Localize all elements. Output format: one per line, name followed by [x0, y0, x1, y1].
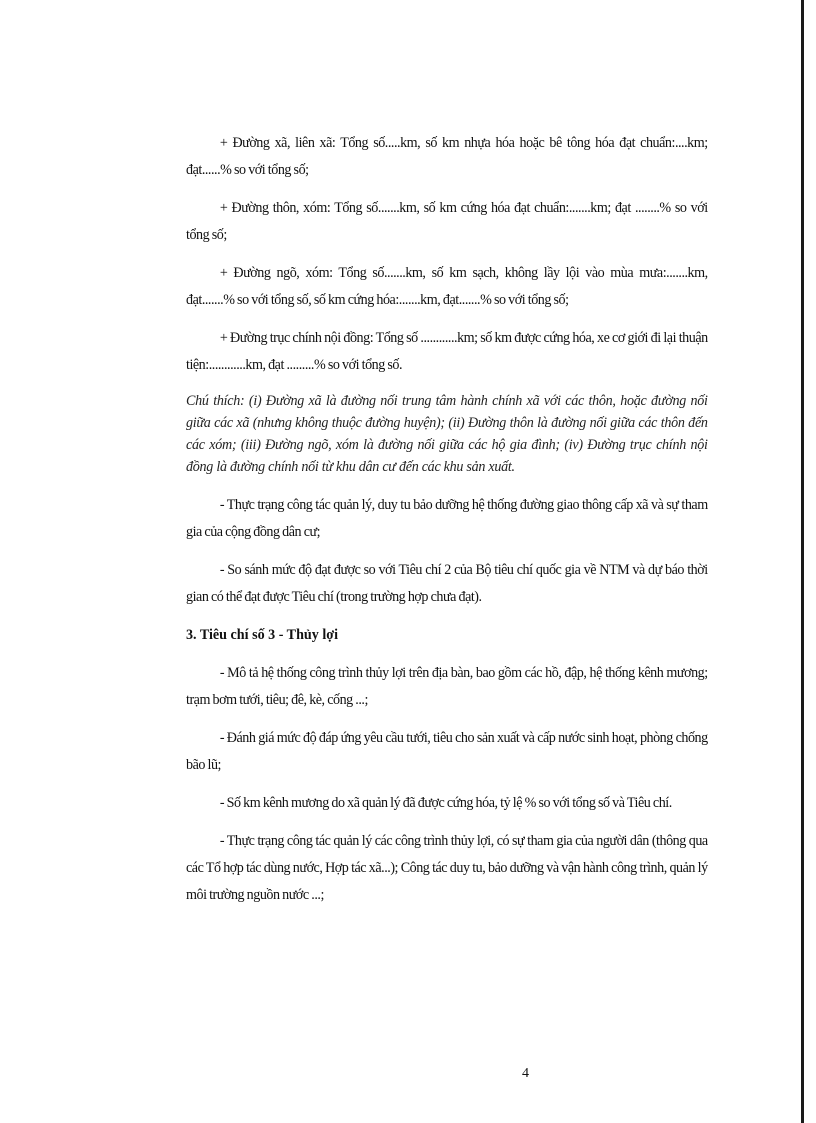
paragraph-danh-gia-tuoi-tieu: - Đánh giá mức độ đáp ứng yêu cầu tưới, tiêu cho sản xuất và cấp nước sinh hoạt, phòng chống bão lũ; [186, 730, 708, 773]
page-content [186, 130, 708, 920]
paragraph-duong-thon: + Đường thôn, xóm: Tổng số.......km, số km cứng hóa đạt chuẩn:.......km; đạt ........% so với tổng số; [186, 200, 708, 243]
paragraph-thuc-trang-giao-thong: - Thực trạng công tác quản lý, duy tu bảo dưỡng hệ thống đường giao thông cấp xã và sự tham gia của cộng đồng dân cư; [186, 497, 708, 540]
paragraph-duong-ngo: + Đường ngõ, xóm: Tổng số.......km, số km sạch, không lầy lội vào mùa mưa:.......km, đạt.......% so với tổng số, số km cứng hóa:.......km, đạt.......% so với tổng số; [186, 265, 708, 308]
page-number: 4 [522, 1066, 529, 1081]
paragraph-thuc-trang-quan-ly-thuy-loi: - Thực trạng công tác quản lý các công trình thủy lợi, có sự tham gia của người dân (thông qua các Tổ hợp tác dùng nước, Hợp tác xã...); Công tác duy tu, bảo dưỡng và vận hành công trình, quản lý môi trường nguồn nước ...; [186, 833, 708, 903]
note-chu-thich: Chú thích: (i) Đường xã là đường nối trung tâm hành chính xã với các thôn, hoặc đường nối giữa các xã (nhưng không thuộc đường huyện); (ii) Đường thôn là đường nối giữa các thôn đến các xóm; (iii) Đường ngõ, xóm là đường nối giữa các hộ gia đình; (iv) Đường trục chính nội đồng là đường chính nối từ khu dân cư đến các khu sản xuất. [186, 393, 708, 475]
paragraph-so-km-kenh-muong: - Số km kênh mương do xã quản lý đã được cứng hóa, tỷ lệ % so với tổng số và Tiêu chí. [219, 795, 672, 811]
section-heading-thuy-loi: 3. Tiêu chí số 3 - Thủy lợi [186, 627, 339, 643]
paragraph-duong-xa: + Đường xã, liên xã: Tổng số.....km, số km nhựa hóa hoặc bê tông hóa đạt chuẩn:....km; đạt......% so với tổng số; [186, 135, 708, 178]
paragraph-duong-truc-chinh: + Đường trục chính nội đồng: Tổng số ............km; số km được cứng hóa, xe cơ giới đi lại thuận tiện:............km, đạt .........% so với tổng số. [186, 330, 708, 373]
page-edge-divider [801, 0, 804, 1123]
paragraph-so-sanh-tieu-chi-2: - So sánh mức độ đạt được so với Tiêu chí 2 của Bộ tiêu chí quốc gia về NTM và dự báo thời gian có thể đạt được Tiêu chí (trong trường hợp chưa đạt). [186, 562, 708, 605]
paragraph-mo-ta-thuy-loi: - Mô tả hệ thống công trình thủy lợi trên địa bàn, bao gồm các hồ, đập, hệ thống kênh mương; trạm bơm tưới, tiêu; đê, kè, cống ...; [186, 665, 708, 708]
